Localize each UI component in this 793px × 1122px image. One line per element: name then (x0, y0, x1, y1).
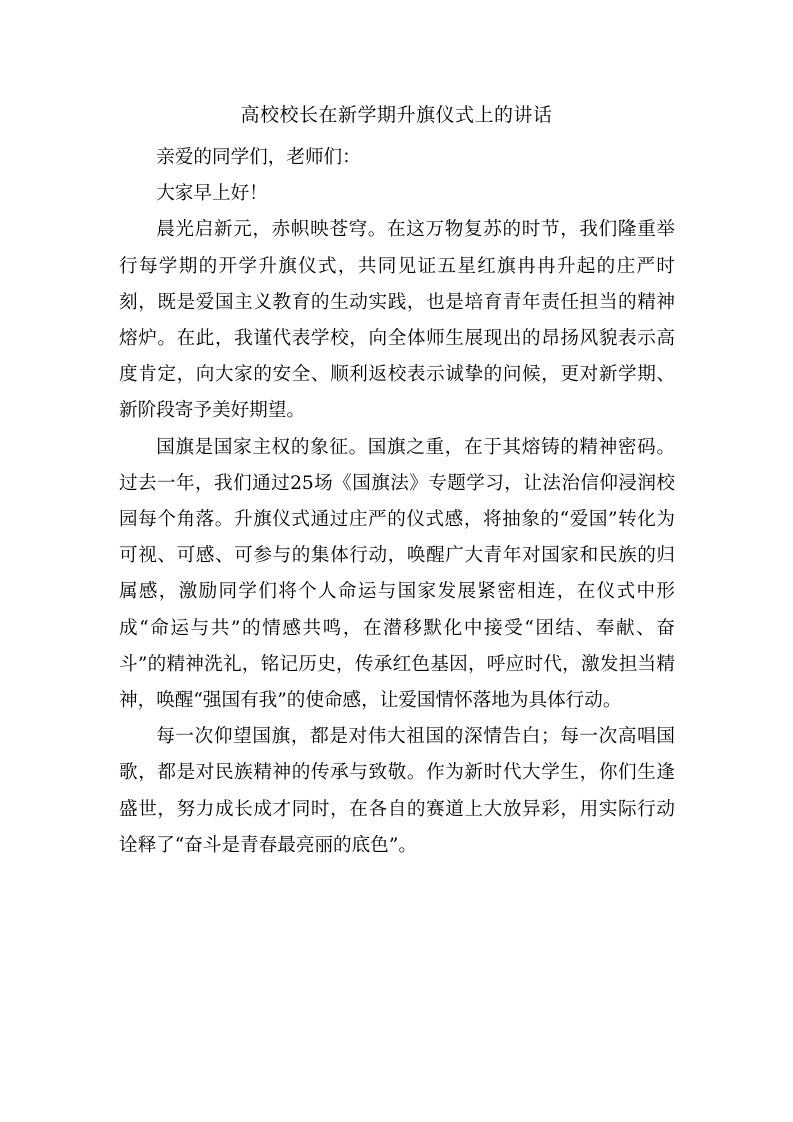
paragraph-1: 晨光启新元，赤帜映苍穹。在这万物复苏的时节，我们隆重举行每学期的开学升旗仪式，共同见证五星红旗冉冉升起的庄严时刻，既是爱国主义教育的生动实践，也是培育青年责任担当的精神熔炉。在此，我谨代表学校，向全体师生展现出的昂扬风貌表示高度肯定，向大家的安全、顺利返校表示诚挚的问候，更对新学期、新阶段寄予美好期望。 (119, 219, 675, 422)
greeting: 大家早上好！ (156, 183, 268, 205)
paragraph-3: 每一次仰望国旗，都是对伟大祖国的深情告白；每一次高唱国歌，都是对民族精神的传承与致敬。作为新时代大学生，你们生逢盛世，努力成长成才同时，在各自的赛道上大放异彩，用实际行动诠释了“奋斗是青春最亮丽的底色”。 (119, 726, 675, 856)
document-title: 高校校长在新学期升旗仪式上的讲话 (240, 104, 553, 126)
document-body (119, 140, 675, 864)
salutation: 亲爱的同学们，老师们： (156, 147, 361, 168)
paragraph-2: 国旗是国家主权的象征。国旗之重，在于其熔铸的精神密码。过去一年，我们通过25场《国旗法》专题学习，让法治信仰浸润校园每个角落。升旗仪式通过庄严的仪式感，将抽象的“爱国”转化为可视、可感、可参与的集体行动，唤醒广大青年对国家和民族的归属感，激励同学们将个人命运与国家发展紧密相连，在仪式中形成“命运与共”的情感共鸣，在潜移默化中接受“团结、奉献、奋斗”的精神洗礼，铭记历史，传承红色基因，呼应时代，激发担当精神，唤醒“强国有我”的使命感，让爱国情怀落地为具体行动。 (119, 436, 675, 712)
